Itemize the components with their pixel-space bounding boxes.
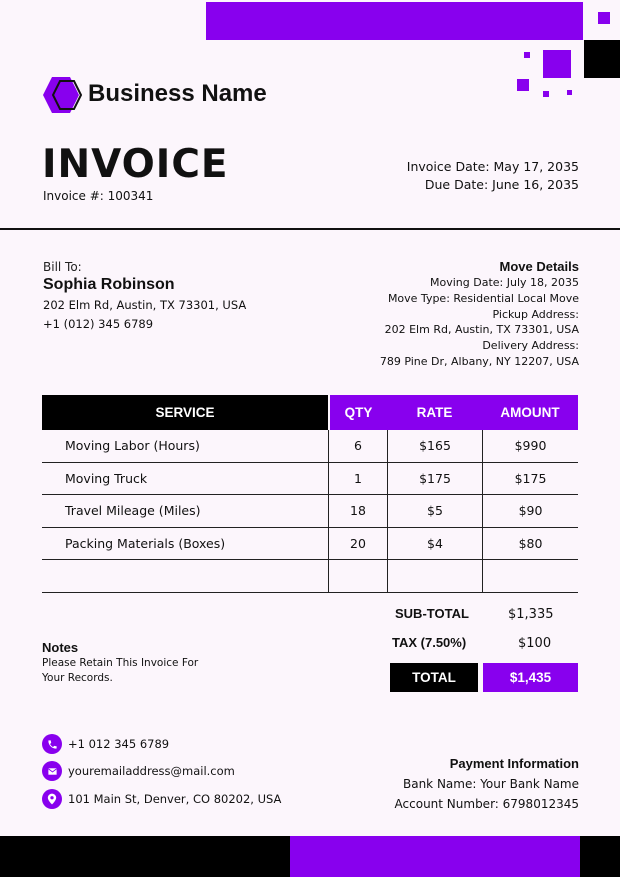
- client-details: [43, 296, 246, 334]
- table-row: [42, 430, 578, 463]
- cell-amount: $175: [482, 463, 578, 495]
- footer-accent-bar: [290, 836, 580, 877]
- account-number: Account Number: 6798012345: [394, 797, 579, 811]
- payment-info: [395, 754, 579, 814]
- cell-service: Packing Materials (Boxes): [65, 535, 226, 551]
- client-phone: +1 (012) 345 6789: [43, 317, 154, 331]
- header-accent-bar: [206, 2, 583, 40]
- invoice-title: INVOICE: [42, 142, 229, 187]
- contact-phone-row: [42, 734, 169, 754]
- cell-service: Moving Truck: [65, 470, 148, 486]
- contact-email: youremailaddress@mail.com: [68, 764, 235, 778]
- total-label: TOTAL: [390, 663, 478, 692]
- cell-rate: $4: [387, 528, 482, 560]
- cell-service: [42, 560, 328, 592]
- contact-email-row: [42, 761, 235, 781]
- header-qty: QTY: [328, 395, 387, 430]
- cell-qty: 1: [328, 463, 387, 495]
- cell-amount: $90: [482, 495, 578, 527]
- client-name: Sophia Robinson: [43, 276, 175, 293]
- due-date: Due Date: June 16, 2035: [424, 177, 579, 192]
- notes-title: Notes: [42, 640, 79, 655]
- decor-square: [598, 12, 610, 24]
- total-value: $1,435: [483, 663, 578, 692]
- table-row-empty: [42, 560, 578, 593]
- contact-address: 101 Main St, Denver, CO 80202, USA: [68, 792, 282, 806]
- decor-square: [567, 90, 572, 95]
- contact-phone: +1 012 345 6789: [68, 737, 170, 751]
- invoice-dates: [407, 158, 579, 194]
- cell-amount: $80: [482, 528, 578, 560]
- notes-text: Please Retain This Invoice For Your Records.: [42, 657, 199, 684]
- payment-title: Payment Information: [449, 756, 579, 771]
- decor-square: [517, 79, 529, 91]
- cell-rate: $175: [387, 463, 482, 495]
- cell-qty: 6: [328, 430, 387, 462]
- tax-value: $100: [518, 636, 552, 651]
- hexagon-logo-icon: [42, 76, 82, 114]
- section-divider: [0, 228, 620, 230]
- subtotal-label: SUB-TOTAL: [395, 606, 469, 621]
- tax-label: TAX (7.50%): [392, 635, 467, 650]
- services-table: [42, 395, 578, 593]
- contact-address-row: [42, 789, 281, 809]
- decor-square: [524, 52, 530, 58]
- cell-qty: 20: [328, 528, 387, 560]
- pickup-label: Pickup Address:: [492, 307, 579, 321]
- client-address: 202 Elm Rd, Austin, TX 73301, USA: [43, 298, 247, 312]
- table-row: [42, 528, 578, 561]
- bank-name: Bank Name: Your Bank Name: [402, 777, 579, 791]
- cell-qty: 18: [328, 495, 387, 527]
- header-service: SERVICE: [42, 395, 328, 430]
- invoice-number: Invoice #: 100341: [43, 189, 154, 203]
- header-amount: AMOUNT: [482, 395, 578, 430]
- cell-rate: $5: [387, 495, 482, 527]
- move-details: [380, 258, 579, 370]
- cell-rate: $165: [387, 430, 482, 462]
- bill-to-label: Bill To:: [43, 260, 82, 274]
- cell-amount: [482, 560, 578, 592]
- decor-square: [543, 50, 571, 78]
- cell-service: Moving Labor (Hours): [65, 438, 200, 454]
- delivery-label: Delivery Address:: [482, 339, 579, 353]
- header-rate: RATE: [387, 395, 482, 430]
- invoice-date: Invoice Date: May 17, 2035: [406, 159, 579, 174]
- move-type: Move Type: Residential Local Move: [387, 291, 579, 305]
- moving-date: Moving Date: July 18, 2035: [430, 276, 579, 289]
- delivery-address: 789 Pine Dr, Albany, NY 12207, USA: [379, 354, 579, 368]
- cell-service: Travel Mileage (Miles): [65, 503, 201, 519]
- envelope-icon: [42, 761, 62, 781]
- cell-qty: [328, 560, 387, 592]
- table-header: [42, 395, 578, 430]
- corner-black-block: [584, 40, 620, 78]
- pickup-address: 202 Elm Rd, Austin, TX 73301, USA: [384, 323, 579, 337]
- business-name: Business Name: [88, 80, 267, 107]
- subtotal-value: $1,335: [508, 607, 554, 622]
- location-pin-icon: [42, 789, 62, 809]
- table-row: [42, 495, 578, 528]
- decor-square: [543, 91, 549, 97]
- cell-amount: $990: [482, 430, 578, 462]
- table-row: [42, 463, 578, 496]
- cell-rate: [387, 560, 482, 592]
- phone-icon: [42, 734, 62, 754]
- move-details-title: Move Details: [499, 259, 579, 274]
